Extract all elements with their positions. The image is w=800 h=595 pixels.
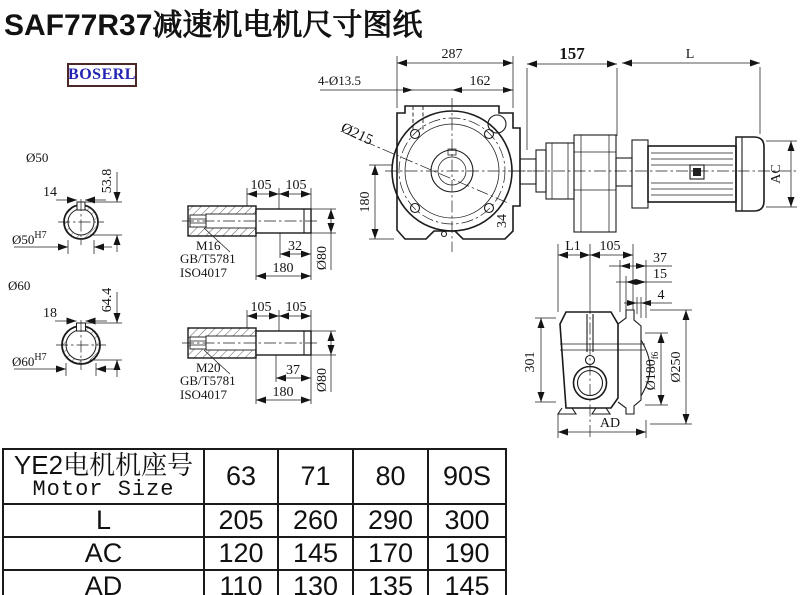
- boserl-logo-text: BOSERL: [68, 66, 136, 83]
- dim-bore-180: $Ø180_{f6}$: [644, 351, 660, 391]
- dim-37: 37: [653, 251, 667, 266]
- dim-flange-250: Ø250: [669, 351, 684, 383]
- row-label-L: L: [3, 504, 204, 537]
- cell-AC-80: 170: [353, 537, 428, 570]
- dim-105a: 105: [250, 178, 272, 193]
- dim-dia80b: Ø80: [315, 367, 330, 393]
- dim-15: 15: [653, 267, 667, 282]
- motor-size-table: [2, 448, 507, 595]
- size-71: 71: [278, 449, 353, 504]
- cell-AD-63: 110: [204, 570, 278, 595]
- dim-64.4: 64.4: [100, 287, 115, 313]
- cell-AC-90s: 190: [428, 537, 506, 570]
- bore50-bore-label: $Ø50^{H7}$: [12, 230, 47, 247]
- dim-157: 157: [559, 44, 585, 63]
- table-row-AC: [3, 537, 506, 570]
- header-motor-size-cn: YE2电机机座号: [13, 449, 194, 480]
- table-header-row: [3, 449, 506, 504]
- cell-L-90s: 300: [428, 504, 506, 537]
- dim-162: 162: [469, 74, 491, 89]
- dim-dia80a: Ø80: [315, 245, 330, 271]
- dim-37b: 37: [286, 363, 300, 378]
- bore50-label: Ø50: [26, 150, 49, 165]
- dim-flange-dia: Ø215: [338, 120, 376, 149]
- page-title: SAF77R37减速机电机尺寸图纸: [4, 9, 423, 42]
- dim-AD: AD: [599, 416, 621, 431]
- row-label-AC: AC: [3, 537, 204, 570]
- cell-AC-71: 145: [278, 537, 353, 570]
- bore-section-60: [8, 278, 122, 377]
- dim-301: 301: [523, 351, 538, 373]
- dim-key-18: 18: [43, 306, 57, 321]
- side-view: [523, 239, 692, 440]
- bore-section-50: [12, 150, 122, 254]
- cell-L-63: 205: [204, 504, 278, 537]
- dim-287: 287: [441, 47, 463, 62]
- dim-L1: L1: [565, 239, 581, 254]
- cell-AC-63: 120: [204, 537, 278, 570]
- cell-L-80: 290: [353, 504, 428, 537]
- dim-180b: 180: [272, 385, 294, 400]
- dim-32: 32: [288, 239, 302, 254]
- dim-180a: 180: [272, 261, 294, 276]
- dim-34: 34: [495, 214, 510, 228]
- cell-L-71: 260: [278, 504, 353, 537]
- size-63: 63: [204, 449, 278, 504]
- cell-AD-71: 130: [278, 570, 353, 595]
- header-motor-size-en: Motor Size: [32, 476, 175, 502]
- bore60-bore-label: $Ø60^{H7}$: [12, 352, 47, 369]
- shaft-detail-m20: [180, 300, 336, 404]
- dim-AC: AC: [769, 164, 784, 184]
- dim-105c: 105: [250, 300, 272, 315]
- dim-key-14: 14: [43, 185, 57, 200]
- dim-holes: 4-Ø13.5: [318, 73, 361, 88]
- size-80: 80: [353, 449, 428, 504]
- dim-180: 180: [358, 191, 373, 213]
- shaft-detail-m16: [180, 178, 336, 280]
- bore60-label: Ø60: [8, 278, 31, 293]
- cell-AD-90s: 145: [428, 570, 506, 595]
- header-motor-size: [3, 449, 204, 504]
- size-90s: 90S: [428, 449, 506, 504]
- dim-105: 105: [599, 239, 621, 254]
- dim-4: 4: [657, 288, 665, 303]
- dim-105d: 105: [285, 300, 307, 315]
- front-view: [318, 44, 797, 252]
- row-label-AD: AD: [3, 570, 204, 595]
- std-gb2: GB/T5781: [180, 373, 236, 388]
- table-row-AD: [3, 570, 506, 595]
- dim-53.8: 53.8: [100, 168, 115, 194]
- dim-L: L: [685, 47, 695, 62]
- std-iso: ISO4017: [180, 265, 227, 280]
- motor-fins: [651, 153, 733, 195]
- std-iso2: ISO4017: [180, 387, 227, 402]
- cell-AD-80: 135: [353, 570, 428, 595]
- dim-105b: 105: [285, 178, 307, 193]
- front-view-dimensions: [318, 44, 797, 239]
- std-gb: GB/T5781: [180, 251, 236, 266]
- thread-m16: M16: [196, 238, 221, 253]
- thread-m20: M20: [196, 360, 221, 375]
- table-row-L: [3, 504, 506, 537]
